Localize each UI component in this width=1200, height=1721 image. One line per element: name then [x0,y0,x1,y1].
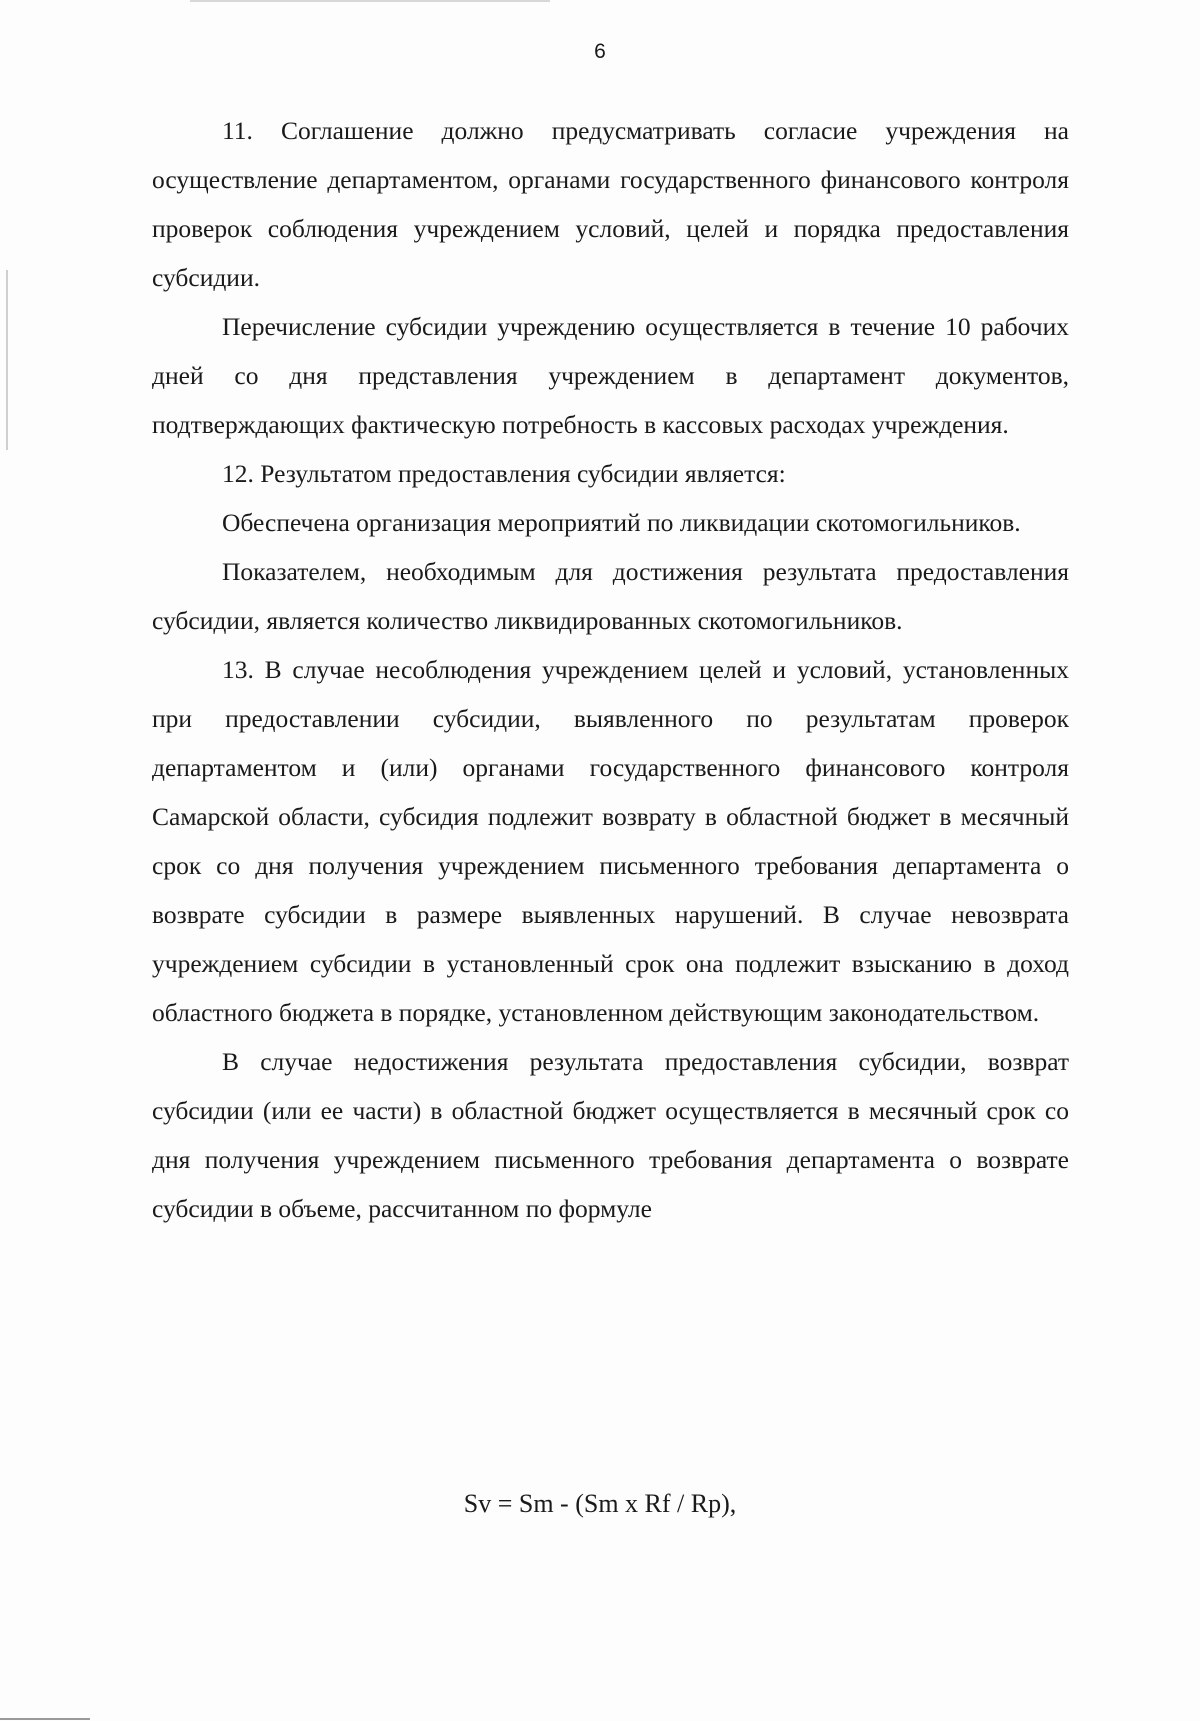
paragraph-indicator: Показателем, необходимым для достижения результата предоставления субсидии, является количество ликвидированных скотомогильников. [152,557,1069,635]
refund-formula: Sv = Sm - (Sm x Rf / Rp), [463,1489,737,1518]
paragraph-13: 13. В случае несоблюдения учреждением целей и условий, установленных при предоставлении субсидии, выявленного по результатам проверок департаментом и (или) органами государственного финансового контроля Самарской области, субсидия подлежит возврату в областной бюджет в месячный срок со дня получения учреждением письменного требования департамента о возврате субсидии в размере выявленных нарушений. В случае невозврата учреждением субсидии в установленный срок она подлежит взысканию в доход областного бюджета в порядке, установленном действующим законодательством. [152,655,1069,1027]
document-body [152,106,1069,1233]
paragraph-12: 12. Результатом предоставления субсидии является: [222,459,786,488]
paragraph-11: 11. Соглашение должно предусматривать согласие учреждения на осуществление департаментом, органами государственного финансового контроля проверок соблюдения учреждением условий, целей и порядка предоставления субсидии. [152,116,1069,292]
scan-edge-top [190,0,550,2]
paragraph-result: Обеспечена организация мероприятий по ликвидации скотомогильников. [222,508,1021,537]
scan-edge-left [6,270,8,450]
paragraph-non-achievement: В случае недостижения результата предоставления субсидии, возврат субсидии (или ее части) в областной бюджет осуществляется в месячный срок со дня получения учреждением письменного требования департамента о возврате субсидии в объеме, рассчитанном по формуле [152,1047,1069,1223]
page-number: 6 [594,40,606,63]
scan-edge-bottom [0,1718,90,1720]
paragraph-transfer: Перечисление субсидии учреждению осуществляется в течение 10 рабочих дней со дня представления учреждением в департамент документов, подтверждающих фактическую потребность в кассовых расходах учреждения. [152,312,1069,439]
